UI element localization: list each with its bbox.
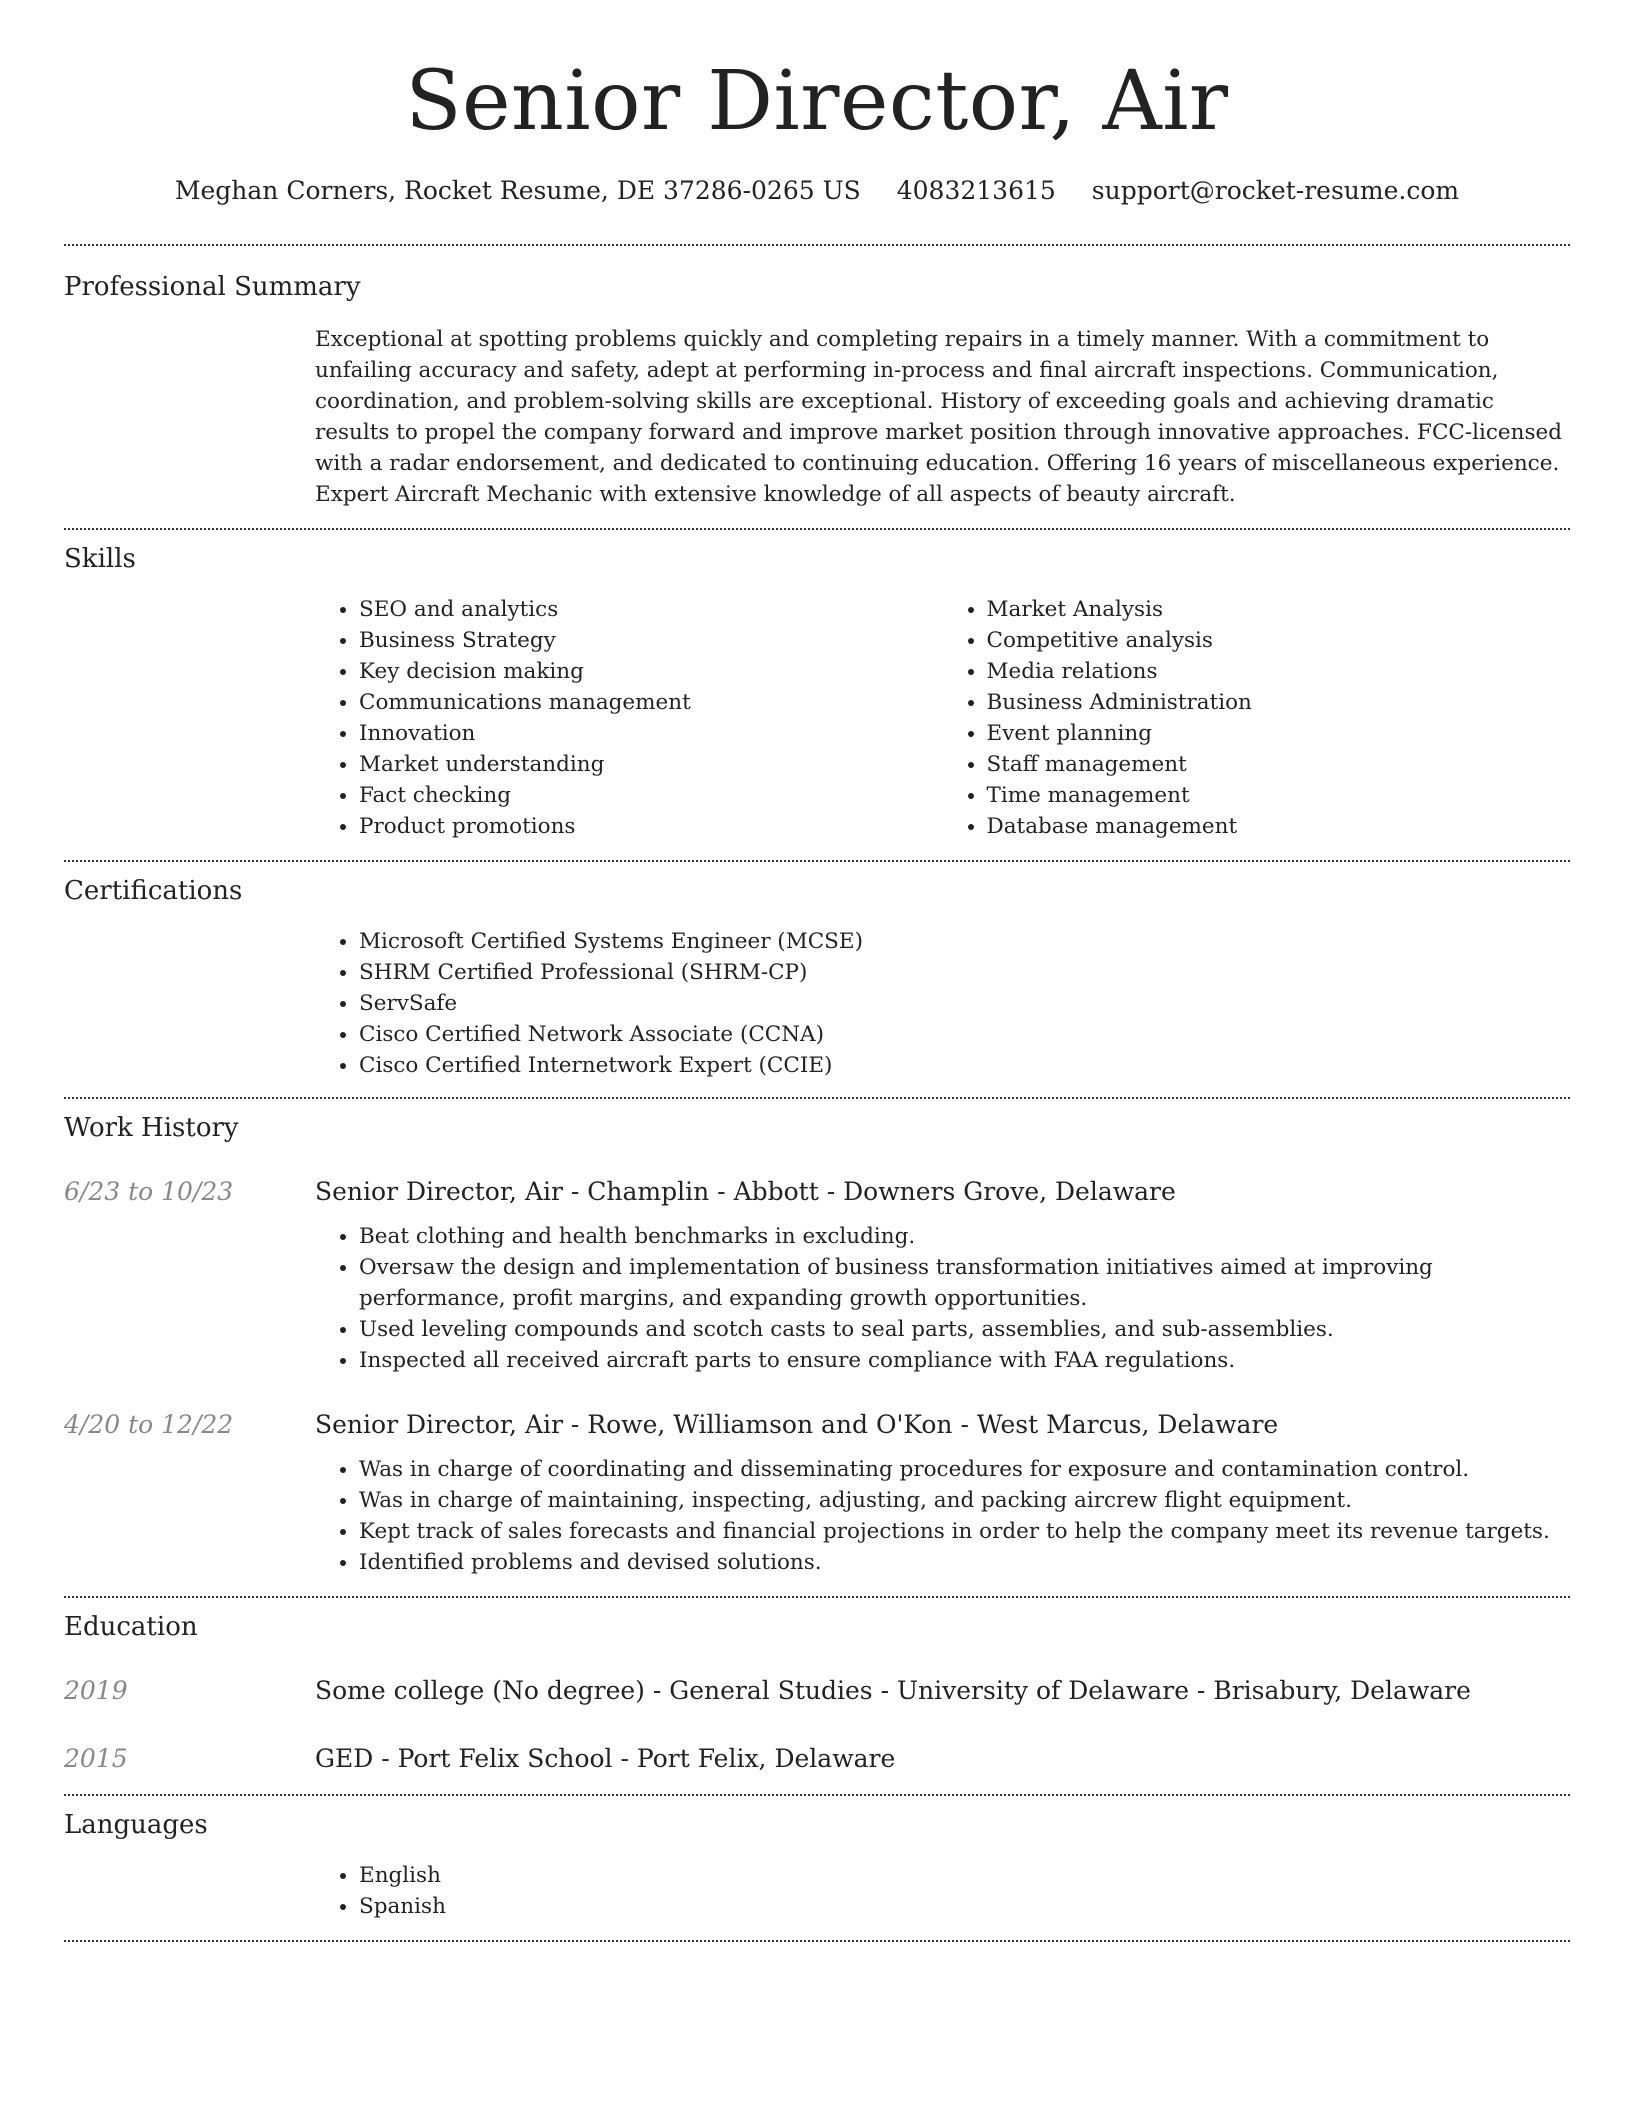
summary-title: Professional Summary	[64, 272, 361, 302]
job-dates: 4/20 to 12/22	[64, 1410, 234, 1439]
summary-section	[64, 246, 1570, 528]
job-bullet: • Beat clothing and health benchmarks in excluding.	[359, 1221, 1570, 1252]
skill-item: • Fact checking	[359, 780, 943, 811]
summary-text: Exceptional at spotting problems quickly and completing repairs in a timely manner. With a commitment to unfailing accuracy and safety, adept at performing in-process and final aircraft inspections. Communication, coordination, and problem-solving skills are exceptional. History of exceeding goals and achieving dramatic results to propel the company forward and improve market position through innovative approaches. FCC-licensed with a radar endorsement, and dedicated to continuing education. Offering 16 years of miscellaneous experience. Expert Aircraft Mechanic with extensive knowledge of all aspects of beauty aircraft.	[315, 327, 1563, 507]
skill-item: • Product promotions	[359, 811, 943, 842]
contact-email: support@rocket-resume.com	[1091, 176, 1460, 205]
languages-title: Languages	[64, 1810, 208, 1840]
job-title: Senior Director, Air - Champlin - Abbott - Downers Grove, Delaware	[315, 1177, 1176, 1206]
certification-item: • Cisco Certified Internetwork Expert (CCIE)	[359, 1050, 1570, 1081]
skill-item: • Competitive analysis	[987, 625, 1571, 656]
contact-phone: 4083213615	[896, 176, 1056, 205]
job-bullets	[315, 1454, 1570, 1578]
education-text: GED - Port Felix School - Port Felix, Delaware	[315, 1744, 896, 1773]
skill-item: • Communications management	[359, 687, 943, 718]
job-dates: 6/23 to 10/23	[64, 1177, 234, 1206]
skills-title: Skills	[64, 544, 136, 574]
skills-list-left	[315, 594, 943, 842]
skill-item: • Key decision making	[359, 656, 943, 687]
skill-item: • Market understanding	[359, 749, 943, 780]
education-year: 2015	[64, 1744, 128, 1773]
contact-line	[64, 174, 1570, 208]
resume-page	[64, 0, 1570, 1942]
certification-item: • Microsoft Certified Systems Engineer (MCSE)	[359, 926, 1570, 957]
job-title: Senior Director, Air - Rowe, Williamson and O'Kon - West Marcus, Delaware	[315, 1410, 1279, 1439]
job-bullet: • Oversaw the design and implementation of business transformation initiatives aimed at improving performance, profit margins, and expanding growth opportunities.	[359, 1252, 1570, 1314]
job-bullet: • Was in charge of maintaining, inspecting, adjusting, and packing aircrew flight equipment.	[359, 1485, 1570, 1516]
skills-list-right	[943, 594, 1571, 842]
certification-item: • Cisco Certified Network Associate (CCNA)	[359, 1019, 1570, 1050]
languages-list	[315, 1860, 1570, 1922]
skills-section	[64, 530, 1570, 860]
certification-item: • ServSafe	[359, 988, 1570, 1019]
education-year: 2019	[64, 1676, 128, 1705]
job-bullet: • Identified problems and devised solutions.	[359, 1547, 1570, 1578]
work-history-title: Work History	[64, 1113, 239, 1143]
skill-item: • SEO and analytics	[359, 594, 943, 625]
education-text: Some college (No degree) - General Studies - University of Delaware - Brisabury, Delaware	[315, 1676, 1471, 1705]
skill-item: • Staff management	[987, 749, 1571, 780]
skill-item: • Time management	[987, 780, 1571, 811]
work-history-section	[64, 1099, 1570, 1596]
language-item: • English	[359, 1860, 1570, 1891]
skill-item: • Innovation	[359, 718, 943, 749]
skill-item: • Market Analysis	[987, 594, 1571, 625]
certifications-section	[64, 862, 1570, 1097]
skill-item: • Business Strategy	[359, 625, 943, 656]
certifications-title: Certifications	[64, 876, 243, 906]
job-bullet: • Used leveling compounds and scotch casts to seal parts, assemblies, and sub-assemblies.	[359, 1314, 1570, 1345]
education-section	[64, 1598, 1570, 1794]
contact-address: Meghan Corners, Rocket Resume, DE 37286-0265 US	[174, 176, 861, 205]
education-entry	[64, 1742, 1570, 1794]
job-bullets	[315, 1221, 1570, 1376]
job-bullet: • Kept track of sales forecasts and financial projections in order to help the company meet its revenue targets.	[359, 1516, 1570, 1547]
education-entry	[64, 1674, 1570, 1708]
certification-item: • SHRM Certified Professional (SHRM-CP)	[359, 957, 1570, 988]
skill-item: • Event planning	[987, 718, 1571, 749]
skill-item: • Business Administration	[987, 687, 1571, 718]
education-title: Education	[64, 1612, 198, 1642]
skill-item: • Database management	[987, 811, 1571, 842]
certifications-list	[315, 926, 1570, 1081]
skill-item: • Media relations	[987, 656, 1571, 687]
language-item: • Spanish	[359, 1891, 1570, 1922]
section-divider	[64, 1940, 1570, 1942]
job-bullet: • Inspected all received aircraft parts to ensure compliance with FAA regulations.	[359, 1345, 1570, 1376]
resume-name: Senior Director, Air	[405, 54, 1229, 149]
job-bullet: • Was in charge of coordinating and disseminating procedures for exposure and contamination control.	[359, 1454, 1570, 1485]
job-entry	[64, 1408, 1570, 1596]
languages-section	[64, 1796, 1570, 1940]
job-entry	[64, 1175, 1570, 1376]
